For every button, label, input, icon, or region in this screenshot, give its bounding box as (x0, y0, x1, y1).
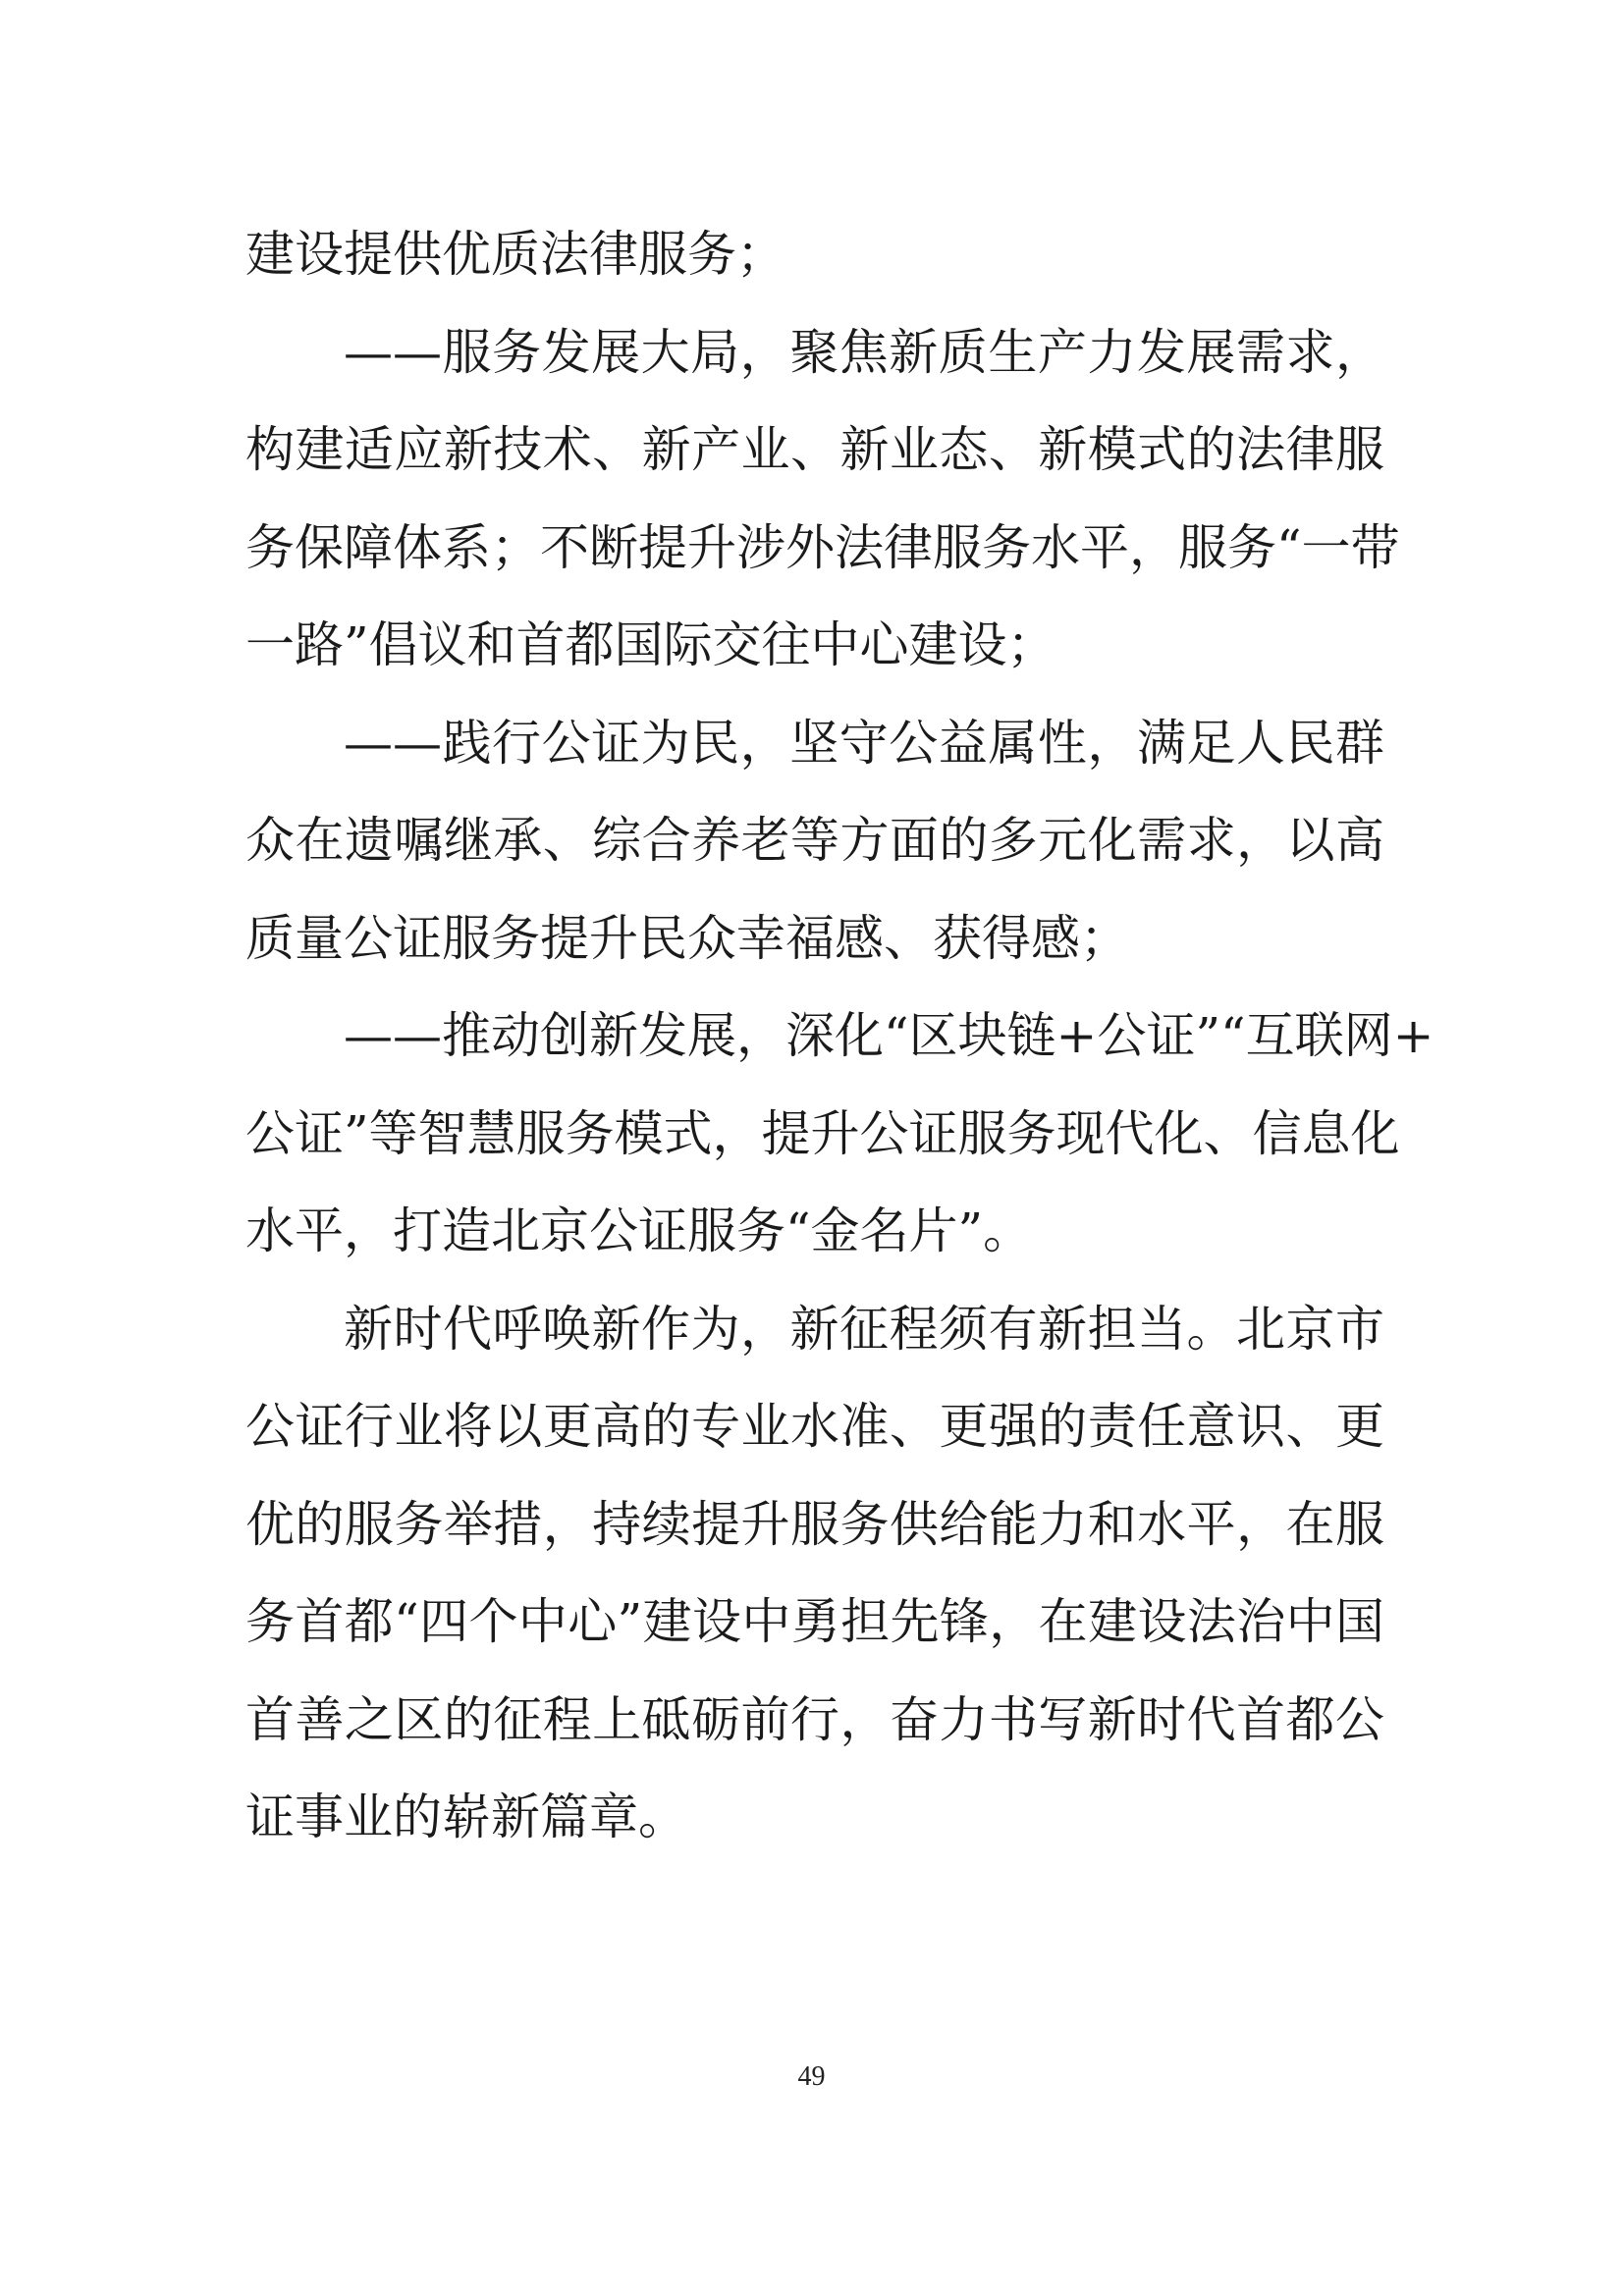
text-line: 构建适应新技术、新产业、新业态、新模式的法律服 (245, 421, 1384, 478)
text-line: 务首都“四个中心”建设中勇担先锋，在建设法治中国 (245, 1593, 1384, 1650)
text-line: 质量公证服务提升民众幸福感、获得感； (245, 909, 1129, 967)
body-text (245, 206, 1434, 1867)
text-line: 一路”倡议和首都国际交往中心建设； (245, 616, 1056, 673)
text-line: 务保障体系；不断提升涉外法律服务水平，服务“一带 (245, 518, 1400, 576)
text-line: 众在遗嘱继承、综合养老等方面的多元化需求，以高 (245, 812, 1384, 869)
text-line: 新时代呼唤新作为，新征程须有新担当。北京市 (344, 1300, 1384, 1358)
text-line: 证事业的崭新篇章。 (245, 1789, 687, 1845)
text-line: 公证”等智慧服务模式，提升公证服务现代化、信息化 (245, 1104, 1400, 1162)
text-line: ——服务发展大局，聚焦新质生产力发展需求， (344, 323, 1384, 381)
text-line: ——推动创新发展，深化“区块链+公证”“互联网+ (344, 1007, 1434, 1064)
page-number: 49 (797, 2061, 826, 2092)
text-line: 水平，打造北京公证服务“金名片”。 (245, 1202, 1033, 1259)
text-line: 优的服务举措，持续提升服务供给能力和水平，在服 (245, 1495, 1384, 1553)
text-line: 首善之区的征程上砥砺前行，奋力书写新时代首都公 (245, 1690, 1384, 1748)
text-line: 公证行业将以更高的专业水准、更强的责任意识、更 (245, 1398, 1384, 1455)
text-line: 建设提供优质法律服务； (245, 226, 785, 283)
text-line: ——践行公证为民，坚守公益属性，满足人民群 (344, 714, 1384, 772)
